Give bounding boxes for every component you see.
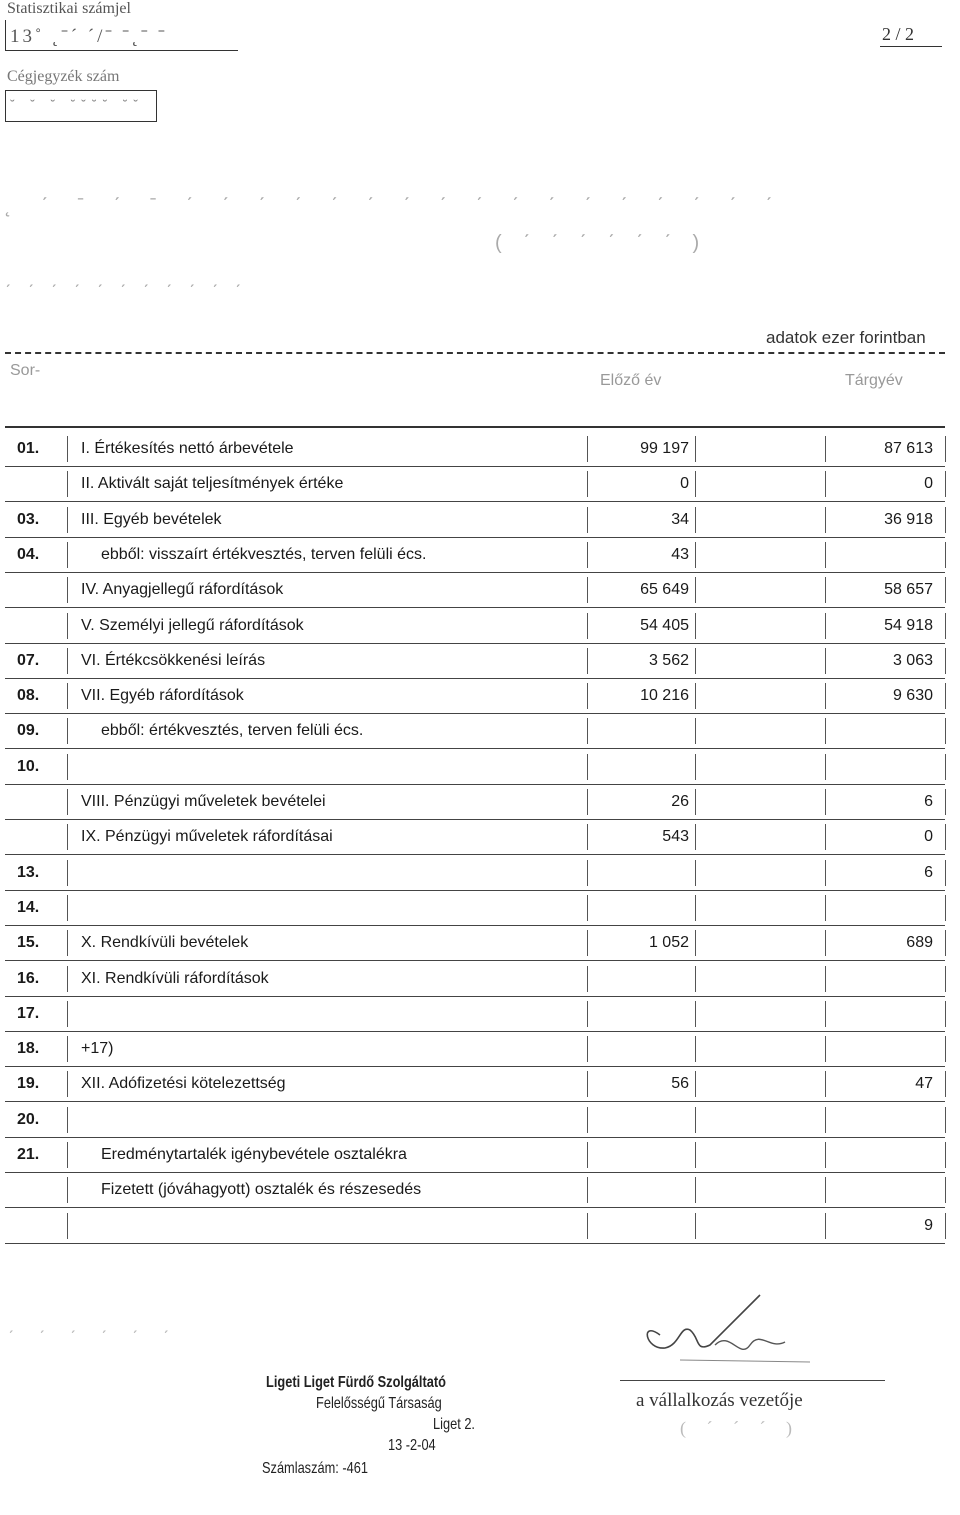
row-number: 04. xyxy=(17,545,40,563)
column-divider xyxy=(67,966,68,992)
table-header-top-rule xyxy=(5,352,945,354)
row-label: II. Aktivált saját teljesítmények értéke xyxy=(81,475,344,493)
column-divider xyxy=(67,789,68,815)
row-number: 09. xyxy=(17,722,40,740)
column-divider xyxy=(945,1071,946,1097)
table-row xyxy=(5,750,945,785)
faint-company-name: ˊ ˊ ˊ ˊ ˊ ˊ ˊ ˊ ˊ ˊ ˊ xyxy=(5,282,247,302)
column-header-row-number: Sor- xyxy=(10,362,41,379)
table-row xyxy=(5,1032,945,1067)
column-divider xyxy=(587,824,588,850)
table-row xyxy=(5,891,945,926)
column-divider xyxy=(587,930,588,956)
row-label: Eredménytartalék igénybevétele osztalékra xyxy=(101,1146,407,1163)
column-divider xyxy=(695,1107,696,1133)
column-divider xyxy=(67,754,68,780)
column-divider xyxy=(945,754,946,780)
table-row xyxy=(5,785,945,820)
column-divider xyxy=(945,436,946,462)
column-divider xyxy=(825,895,826,921)
row-number: 16. xyxy=(17,969,40,987)
faint-report-subtitle: ( ˊ ˊ ˊ ˊ ˊ ˊ ) xyxy=(495,232,708,254)
column-divider xyxy=(67,824,68,850)
stamp-line: Felelősségű Társaság xyxy=(316,1395,442,1412)
signature-line xyxy=(620,1380,885,1381)
company-stamp xyxy=(248,1368,498,1490)
column-divider xyxy=(587,860,588,886)
table-row xyxy=(5,962,945,997)
column-divider xyxy=(695,507,696,533)
column-divider xyxy=(695,648,696,674)
column-divider xyxy=(825,471,826,497)
stamp-line: Ligeti Liget Fürdő Szolgáltató xyxy=(266,1374,446,1391)
row-label: XI. Rendkívüli ráfordítások xyxy=(81,969,269,987)
previous-year-value: 26 xyxy=(671,793,689,810)
current-year-value: 58 657 xyxy=(884,581,933,599)
column-divider xyxy=(825,789,826,815)
column-divider xyxy=(945,1177,946,1203)
column-divider xyxy=(67,436,68,462)
column-divider xyxy=(587,1001,588,1027)
page-number-underline xyxy=(880,46,942,47)
table-header-bottom-rule xyxy=(5,426,945,428)
column-divider xyxy=(67,930,68,956)
column-divider xyxy=(587,1213,588,1239)
column-header-previous-year: Előző év xyxy=(600,372,662,389)
statistical-number-value: 13˚ ˛ˉˊ ˊ/ˉ ˉ˛ˉ ˉ xyxy=(10,26,168,47)
row-number: 08. xyxy=(17,687,40,705)
column-divider xyxy=(825,1213,826,1239)
column-divider xyxy=(825,1107,826,1133)
column-divider xyxy=(945,648,946,674)
row-number: 13. xyxy=(17,863,40,881)
current-year-value: 6 xyxy=(924,793,933,810)
column-divider xyxy=(945,1142,946,1168)
column-divider xyxy=(825,754,826,780)
column-divider xyxy=(825,1142,826,1168)
row-label: +17) xyxy=(81,1040,114,1058)
previous-year-value: 54 405 xyxy=(640,616,689,634)
table-row xyxy=(5,997,945,1032)
column-divider xyxy=(695,471,696,497)
column-divider xyxy=(67,613,68,639)
column-divider xyxy=(587,471,588,497)
column-divider xyxy=(67,1107,68,1133)
column-divider xyxy=(695,542,696,568)
column-divider xyxy=(945,966,946,992)
table-row xyxy=(5,679,945,714)
column-divider xyxy=(825,1001,826,1027)
previous-year-value: 0 xyxy=(680,475,689,493)
column-divider xyxy=(825,930,826,956)
current-year-value: 0 xyxy=(924,475,933,493)
column-divider xyxy=(67,860,68,886)
column-divider xyxy=(825,824,826,850)
column-divider xyxy=(695,683,696,709)
column-divider xyxy=(695,1213,696,1239)
previous-year-value: 99 197 xyxy=(640,440,689,457)
column-divider xyxy=(695,1036,696,1062)
table-row xyxy=(5,1209,945,1244)
row-number: 07. xyxy=(17,651,40,669)
column-divider xyxy=(695,1177,696,1203)
column-divider xyxy=(945,683,946,709)
column-divider xyxy=(825,718,826,744)
table-row xyxy=(5,1067,945,1102)
signer-name-faint: ( ˊ ˊ ˊ ) xyxy=(680,1418,800,1438)
column-divider xyxy=(825,966,826,992)
column-divider xyxy=(825,436,826,462)
table-row xyxy=(5,503,945,538)
column-divider xyxy=(695,930,696,956)
current-year-value: 0 xyxy=(924,828,933,846)
row-label: IX. Pénzügyi műveletek ráfordításai xyxy=(81,828,333,846)
column-divider xyxy=(695,895,696,921)
column-divider xyxy=(825,648,826,674)
column-divider xyxy=(695,577,696,603)
column-divider xyxy=(945,824,946,850)
column-divider xyxy=(587,507,588,533)
registry-number-label: Cégjegyzék szám xyxy=(7,68,120,85)
row-number: 19. xyxy=(17,1075,40,1093)
column-divider xyxy=(945,1001,946,1027)
row-number: 21. xyxy=(17,1146,40,1163)
column-divider xyxy=(67,1142,68,1168)
column-divider xyxy=(945,930,946,956)
previous-year-value: 43 xyxy=(671,545,689,563)
current-year-value: 54 918 xyxy=(884,616,933,634)
column-divider xyxy=(695,860,696,886)
column-divider xyxy=(67,648,68,674)
table-row xyxy=(5,1103,945,1138)
column-divider xyxy=(67,542,68,568)
column-divider xyxy=(945,542,946,568)
column-divider xyxy=(587,613,588,639)
table-row xyxy=(5,644,945,679)
column-divider xyxy=(945,471,946,497)
table-row xyxy=(5,926,945,961)
signature xyxy=(620,1290,890,1380)
current-year-value: 9 630 xyxy=(892,687,933,705)
row-number: 18. xyxy=(17,1040,40,1058)
row-label: X. Rendkívüli bevételek xyxy=(81,934,249,952)
column-divider xyxy=(67,895,68,921)
column-divider xyxy=(945,718,946,744)
row-label: VII. Egyéb ráfordítások xyxy=(81,687,244,705)
column-divider xyxy=(945,895,946,921)
row-label: ebből: értékvesztés, terven felüli écs. xyxy=(101,722,364,740)
column-divider xyxy=(587,966,588,992)
column-divider xyxy=(587,1036,588,1062)
previous-year-value: 10 216 xyxy=(640,687,689,705)
current-year-value: 689 xyxy=(906,934,933,952)
row-number: 15. xyxy=(17,934,40,952)
signer-title: a vállalkozás vezetője xyxy=(636,1390,803,1411)
previous-year-value: 1 052 xyxy=(648,934,689,952)
column-divider xyxy=(695,436,696,462)
column-divider xyxy=(587,577,588,603)
column-divider xyxy=(945,577,946,603)
table-row xyxy=(5,573,945,608)
column-divider xyxy=(695,1001,696,1027)
column-divider xyxy=(695,613,696,639)
previous-year-value: 56 xyxy=(671,1075,689,1093)
row-label: III. Egyéb bevételek xyxy=(81,510,222,528)
current-year-value: 87 613 xyxy=(884,440,933,457)
column-divider xyxy=(587,895,588,921)
column-divider xyxy=(945,789,946,815)
column-divider xyxy=(587,1142,588,1168)
previous-year-value: 65 649 xyxy=(640,581,689,599)
column-divider xyxy=(67,1213,68,1239)
column-divider xyxy=(67,718,68,744)
row-number: 03. xyxy=(17,510,40,528)
column-divider xyxy=(67,1036,68,1062)
column-divider xyxy=(825,860,826,886)
column-divider xyxy=(587,436,588,462)
row-label: I. Értékesítés nettó árbevétele xyxy=(81,440,294,457)
row-label: V. Személyi jellegű ráfordítások xyxy=(81,616,304,634)
column-divider xyxy=(695,789,696,815)
faint-footer-text: ˊ ˊ ˊ ˊ ˊ ˊ xyxy=(8,1328,179,1348)
unit-note: adatok ezer forintban xyxy=(766,328,926,347)
previous-year-value: 34 xyxy=(671,510,689,528)
stamp-line: Számlaszám: -461 xyxy=(262,1460,368,1477)
column-divider xyxy=(67,1071,68,1097)
row-number: 14. xyxy=(17,898,40,916)
previous-year-value: 543 xyxy=(662,828,689,846)
column-divider xyxy=(695,966,696,992)
row-number: 20. xyxy=(17,1110,40,1128)
registry-number-value: ˘ ˘ ˘ ˘˘˘˘ ˘˘ xyxy=(10,98,144,113)
column-divider xyxy=(67,683,68,709)
column-divider xyxy=(825,613,826,639)
row-number: 01. xyxy=(17,440,40,457)
current-year-value: 6 xyxy=(924,863,933,881)
column-divider xyxy=(67,1001,68,1027)
column-divider xyxy=(825,1177,826,1203)
column-header-current-year: Tárgyév xyxy=(845,372,903,389)
row-label: ebből: visszaírt értékvesztés, terven felüli écs. xyxy=(101,545,427,563)
column-divider xyxy=(67,1177,68,1203)
row-label: Fizetett (jóváhagyott) osztalék és részesedés xyxy=(101,1181,422,1199)
row-label: IV. Anyagjellegű ráfordítások xyxy=(81,581,284,599)
row-rule xyxy=(5,1243,945,1244)
current-year-value: 36 918 xyxy=(884,510,933,528)
column-divider xyxy=(587,789,588,815)
column-divider xyxy=(695,824,696,850)
row-number: 17. xyxy=(17,1004,40,1022)
row-label: VIII. Pénzügyi műveletek bevételei xyxy=(81,793,326,810)
column-divider xyxy=(67,507,68,533)
column-divider xyxy=(587,683,588,709)
column-divider xyxy=(695,718,696,744)
column-divider xyxy=(695,754,696,780)
table-row xyxy=(5,1138,945,1173)
column-divider xyxy=(825,1071,826,1097)
table-row xyxy=(5,856,945,891)
column-divider xyxy=(587,648,588,674)
row-label: VI. Értékcsökkenési leírás xyxy=(81,651,266,669)
current-year-value: 47 xyxy=(915,1075,933,1093)
column-divider xyxy=(945,1036,946,1062)
table-row xyxy=(5,1173,945,1208)
page-number: 2 / 2 xyxy=(882,24,915,44)
column-divider xyxy=(825,577,826,603)
statistical-number-label: Statisztikai számjel xyxy=(7,0,131,17)
table-row xyxy=(5,714,945,749)
row-number: 10. xyxy=(17,757,40,775)
column-divider xyxy=(695,1142,696,1168)
column-divider xyxy=(945,860,946,886)
column-divider xyxy=(67,471,68,497)
column-divider xyxy=(587,718,588,744)
column-divider xyxy=(587,542,588,568)
column-divider xyxy=(825,542,826,568)
column-divider xyxy=(695,1071,696,1097)
previous-year-value: 3 562 xyxy=(648,651,689,669)
column-divider xyxy=(945,1213,946,1239)
column-divider xyxy=(587,1177,588,1203)
column-divider xyxy=(945,1107,946,1133)
faint-report-title: ˛ ˊ ˉ ˊ ˉ ˊ ˊ ˊ ˊ ˊ ˊ ˊ ˊ ˊ ˊ ˊ ˊ ˊ ˊ ˊ ˊ ˊ xyxy=(5,195,785,217)
column-divider xyxy=(587,754,588,780)
column-divider xyxy=(825,1036,826,1062)
column-divider xyxy=(587,1071,588,1097)
stamp-line: 13 -2-04 xyxy=(388,1437,436,1454)
table-row xyxy=(5,538,945,573)
table-row xyxy=(5,467,945,502)
stamp-line: Liget 2. xyxy=(433,1416,475,1433)
column-divider xyxy=(587,1107,588,1133)
current-year-value: 9 xyxy=(924,1216,933,1234)
current-year-value: 3 063 xyxy=(892,651,933,669)
column-divider xyxy=(945,613,946,639)
table-row xyxy=(5,432,945,467)
column-divider xyxy=(67,577,68,603)
row-label: XII. Adófizetési kötelezettség xyxy=(81,1075,286,1093)
column-divider xyxy=(945,507,946,533)
table-row xyxy=(5,609,945,644)
column-divider xyxy=(825,507,826,533)
table-row xyxy=(5,820,945,855)
column-divider xyxy=(825,683,826,709)
